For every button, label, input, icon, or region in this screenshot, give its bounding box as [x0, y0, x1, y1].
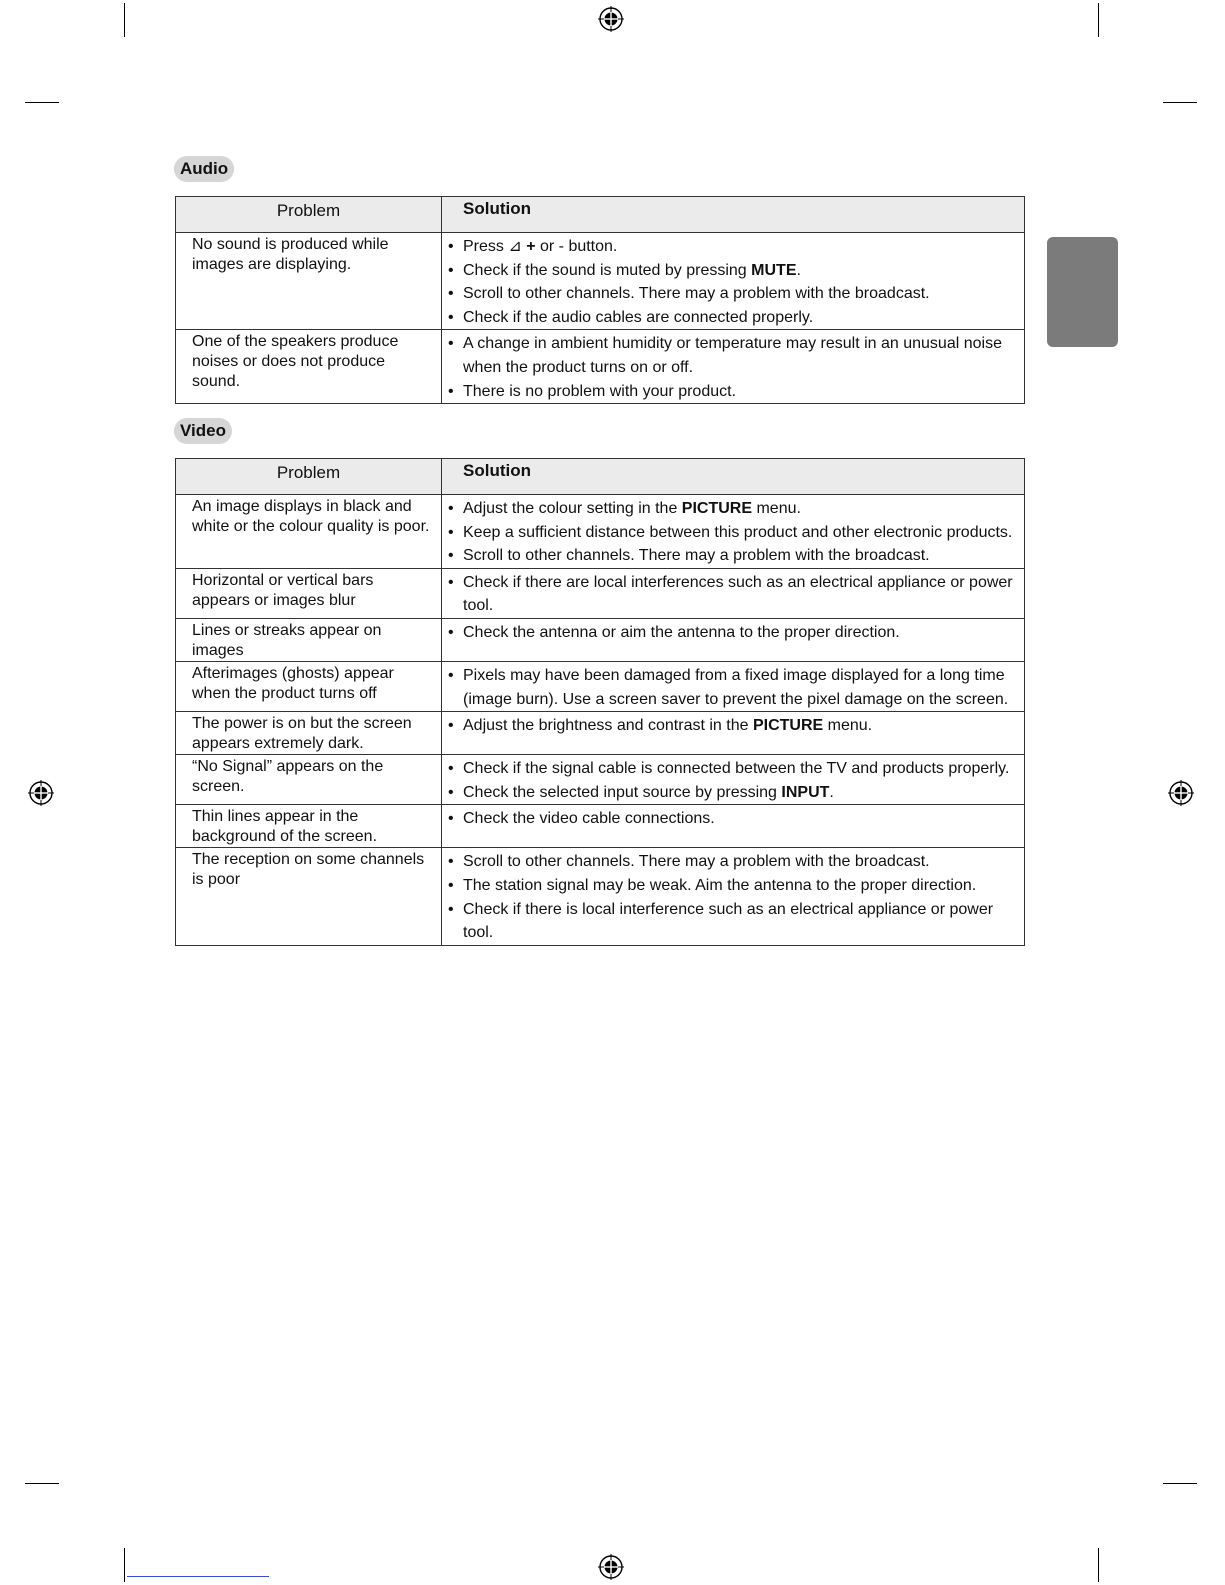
solution-text: Press ⊿	[463, 238, 527, 255]
solution-item	[448, 259, 1020, 283]
solution-text-end: menu.	[752, 500, 801, 517]
registration-mark-icon	[598, 1554, 624, 1580]
table-header-row	[176, 459, 1025, 495]
footer-rule	[127, 1576, 269, 1577]
solution-text: Check if the audio cables are connected properly.	[463, 308, 814, 326]
solution-list	[448, 757, 1020, 804]
solution-keyword: +	[526, 238, 536, 255]
solution-text: Scroll to other channels. There may a problem with the broadcast.	[463, 853, 930, 871]
problem-cell: One of the speakers produce noises or does not produce sound.	[176, 330, 442, 404]
solution-list	[448, 332, 1020, 403]
solution-text: A change in ambient humidity or temperature may result in an unusual noise when the product turns on or off.	[463, 335, 1002, 376]
solution-text: Scroll to other channels. There may a problem with the broadcast.	[463, 547, 930, 565]
solution-text: Adjust the colour setting in the	[463, 500, 682, 517]
crop-mark	[124, 1548, 125, 1582]
solution-text: Pixels may have been damaged from a fixed image displayed for a long time (image burn). Use a screen saver to prevent the pixel damage on the screen.	[463, 666, 1009, 708]
solution-item	[448, 306, 1020, 330]
solution-cell	[442, 848, 1025, 945]
registration-mark-icon	[28, 780, 54, 806]
solution-cell	[442, 755, 1025, 805]
table-row	[176, 712, 1025, 755]
problem-cell: Lines or streaks appear on images	[176, 618, 442, 661]
solution-text: Check the antenna or aim the antenna to the proper direction.	[463, 623, 900, 641]
solution-item	[448, 380, 1020, 404]
solution-list	[448, 497, 1020, 568]
video-section-label: Video	[174, 418, 232, 444]
solution-list	[448, 621, 1020, 645]
problem-cell: “No Signal” appears on the screen.	[176, 755, 442, 805]
solution-item	[448, 332, 1020, 379]
solution-text: Check the selected input source by pressing	[463, 783, 782, 801]
table-header-row	[176, 197, 1025, 233]
solution-cell	[442, 805, 1025, 848]
audio-section-label: Audio	[174, 156, 234, 182]
solution-cell	[442, 233, 1025, 330]
table-row	[176, 661, 1025, 711]
solution-column-header: Solution	[442, 197, 1025, 233]
solution-item	[448, 282, 1020, 306]
solution-list	[448, 235, 1020, 329]
problem-cell: Horizontal or vertical bars appears or images blur	[176, 568, 442, 618]
solution-keyword: PICTURE	[681, 500, 753, 517]
table-row	[176, 330, 1025, 404]
solution-list	[448, 807, 1020, 831]
solution-item	[448, 898, 1020, 945]
solution-text: There is no problem with your product.	[463, 382, 737, 400]
solution-text: Check if there are local interferences such as an electrical appliance or power tool.	[463, 573, 1013, 615]
crop-mark	[25, 1483, 59, 1484]
problem-cell: No sound is produced while images are displaying.	[176, 233, 442, 330]
problem-column-header: Problem	[176, 459, 442, 495]
problem-cell: The power is on but the screen appears extremely dark.	[176, 712, 442, 755]
solution-item	[448, 544, 1020, 568]
solution-list	[448, 571, 1020, 618]
registration-mark-icon	[1168, 780, 1194, 806]
solution-item	[448, 874, 1020, 898]
table-row	[176, 233, 1025, 330]
audio-troubleshooting-table	[175, 196, 1025, 404]
problem-cell: Afterimages (ghosts) appear when the product turns off	[176, 661, 442, 711]
solution-keyword: MUTE	[751, 261, 797, 279]
solution-text: Check if the sound is muted by pressing	[463, 261, 752, 279]
solution-item	[448, 664, 1020, 711]
table-row	[176, 568, 1025, 618]
solution-item	[448, 497, 1020, 521]
solution-text-end: menu.	[823, 717, 873, 735]
video-table-body	[176, 495, 1025, 946]
problem-cell: An image displays in black and white or the colour quality is poor.	[176, 495, 442, 569]
solution-text-end: .	[796, 261, 801, 279]
solution-column-header: Solution	[442, 459, 1025, 495]
solution-cell	[442, 495, 1025, 569]
crop-mark	[25, 102, 59, 103]
problem-column-header: Problem	[176, 197, 442, 233]
solution-item	[448, 807, 1020, 831]
solution-text: Check if there is local interference such as an electrical appliance or power tool.	[463, 900, 994, 942]
language-side-tab	[1047, 237, 1118, 347]
crop-mark	[1163, 1483, 1197, 1484]
solution-cell	[442, 330, 1025, 404]
solution-item	[448, 714, 1020, 738]
solution-list	[448, 664, 1020, 711]
solution-cell	[442, 661, 1025, 711]
table-row	[176, 618, 1025, 661]
solution-list	[448, 850, 1020, 944]
solution-item	[448, 235, 1020, 259]
solution-item	[448, 757, 1020, 781]
solution-item	[448, 850, 1020, 874]
solution-cell	[442, 568, 1025, 618]
crop-mark	[124, 3, 125, 37]
solution-text-end: .	[829, 783, 834, 801]
table-row	[176, 495, 1025, 569]
solution-text-end: or - button.	[535, 238, 618, 255]
audio-table-body	[176, 233, 1025, 404]
solution-item	[448, 621, 1020, 645]
table-row	[176, 755, 1025, 805]
solution-keyword: INPUT	[781, 783, 830, 801]
solution-cell	[442, 618, 1025, 661]
solution-keyword: PICTURE	[752, 717, 824, 735]
problem-cell: Thin lines appear in the background of the screen.	[176, 805, 442, 848]
crop-mark	[1098, 3, 1099, 37]
solution-item	[448, 521, 1020, 545]
solution-text: The station signal may be weak. Aim the antenna to the proper direction.	[463, 876, 977, 894]
crop-mark	[1098, 1548, 1099, 1582]
solution-text: Scroll to other channels. There may a problem with the broadcast.	[463, 285, 930, 303]
solution-list	[448, 714, 1020, 738]
crop-mark	[1163, 102, 1197, 103]
solution-text: Adjust the brightness and contrast in the	[463, 717, 753, 735]
solution-text: Keep a sufficient distance between this product and other electronic products.	[463, 523, 1013, 541]
solution-text: Check if the signal cable is connected between the TV and products properly.	[463, 760, 1010, 778]
video-troubleshooting-table	[175, 458, 1025, 946]
solution-item	[448, 571, 1020, 618]
table-row	[176, 848, 1025, 945]
solution-text: Check the video cable connections.	[463, 810, 715, 828]
solution-item	[448, 781, 1020, 805]
registration-mark-icon	[598, 6, 624, 32]
table-row	[176, 805, 1025, 848]
solution-cell	[442, 712, 1025, 755]
problem-cell: The reception on some channels is poor	[176, 848, 442, 945]
